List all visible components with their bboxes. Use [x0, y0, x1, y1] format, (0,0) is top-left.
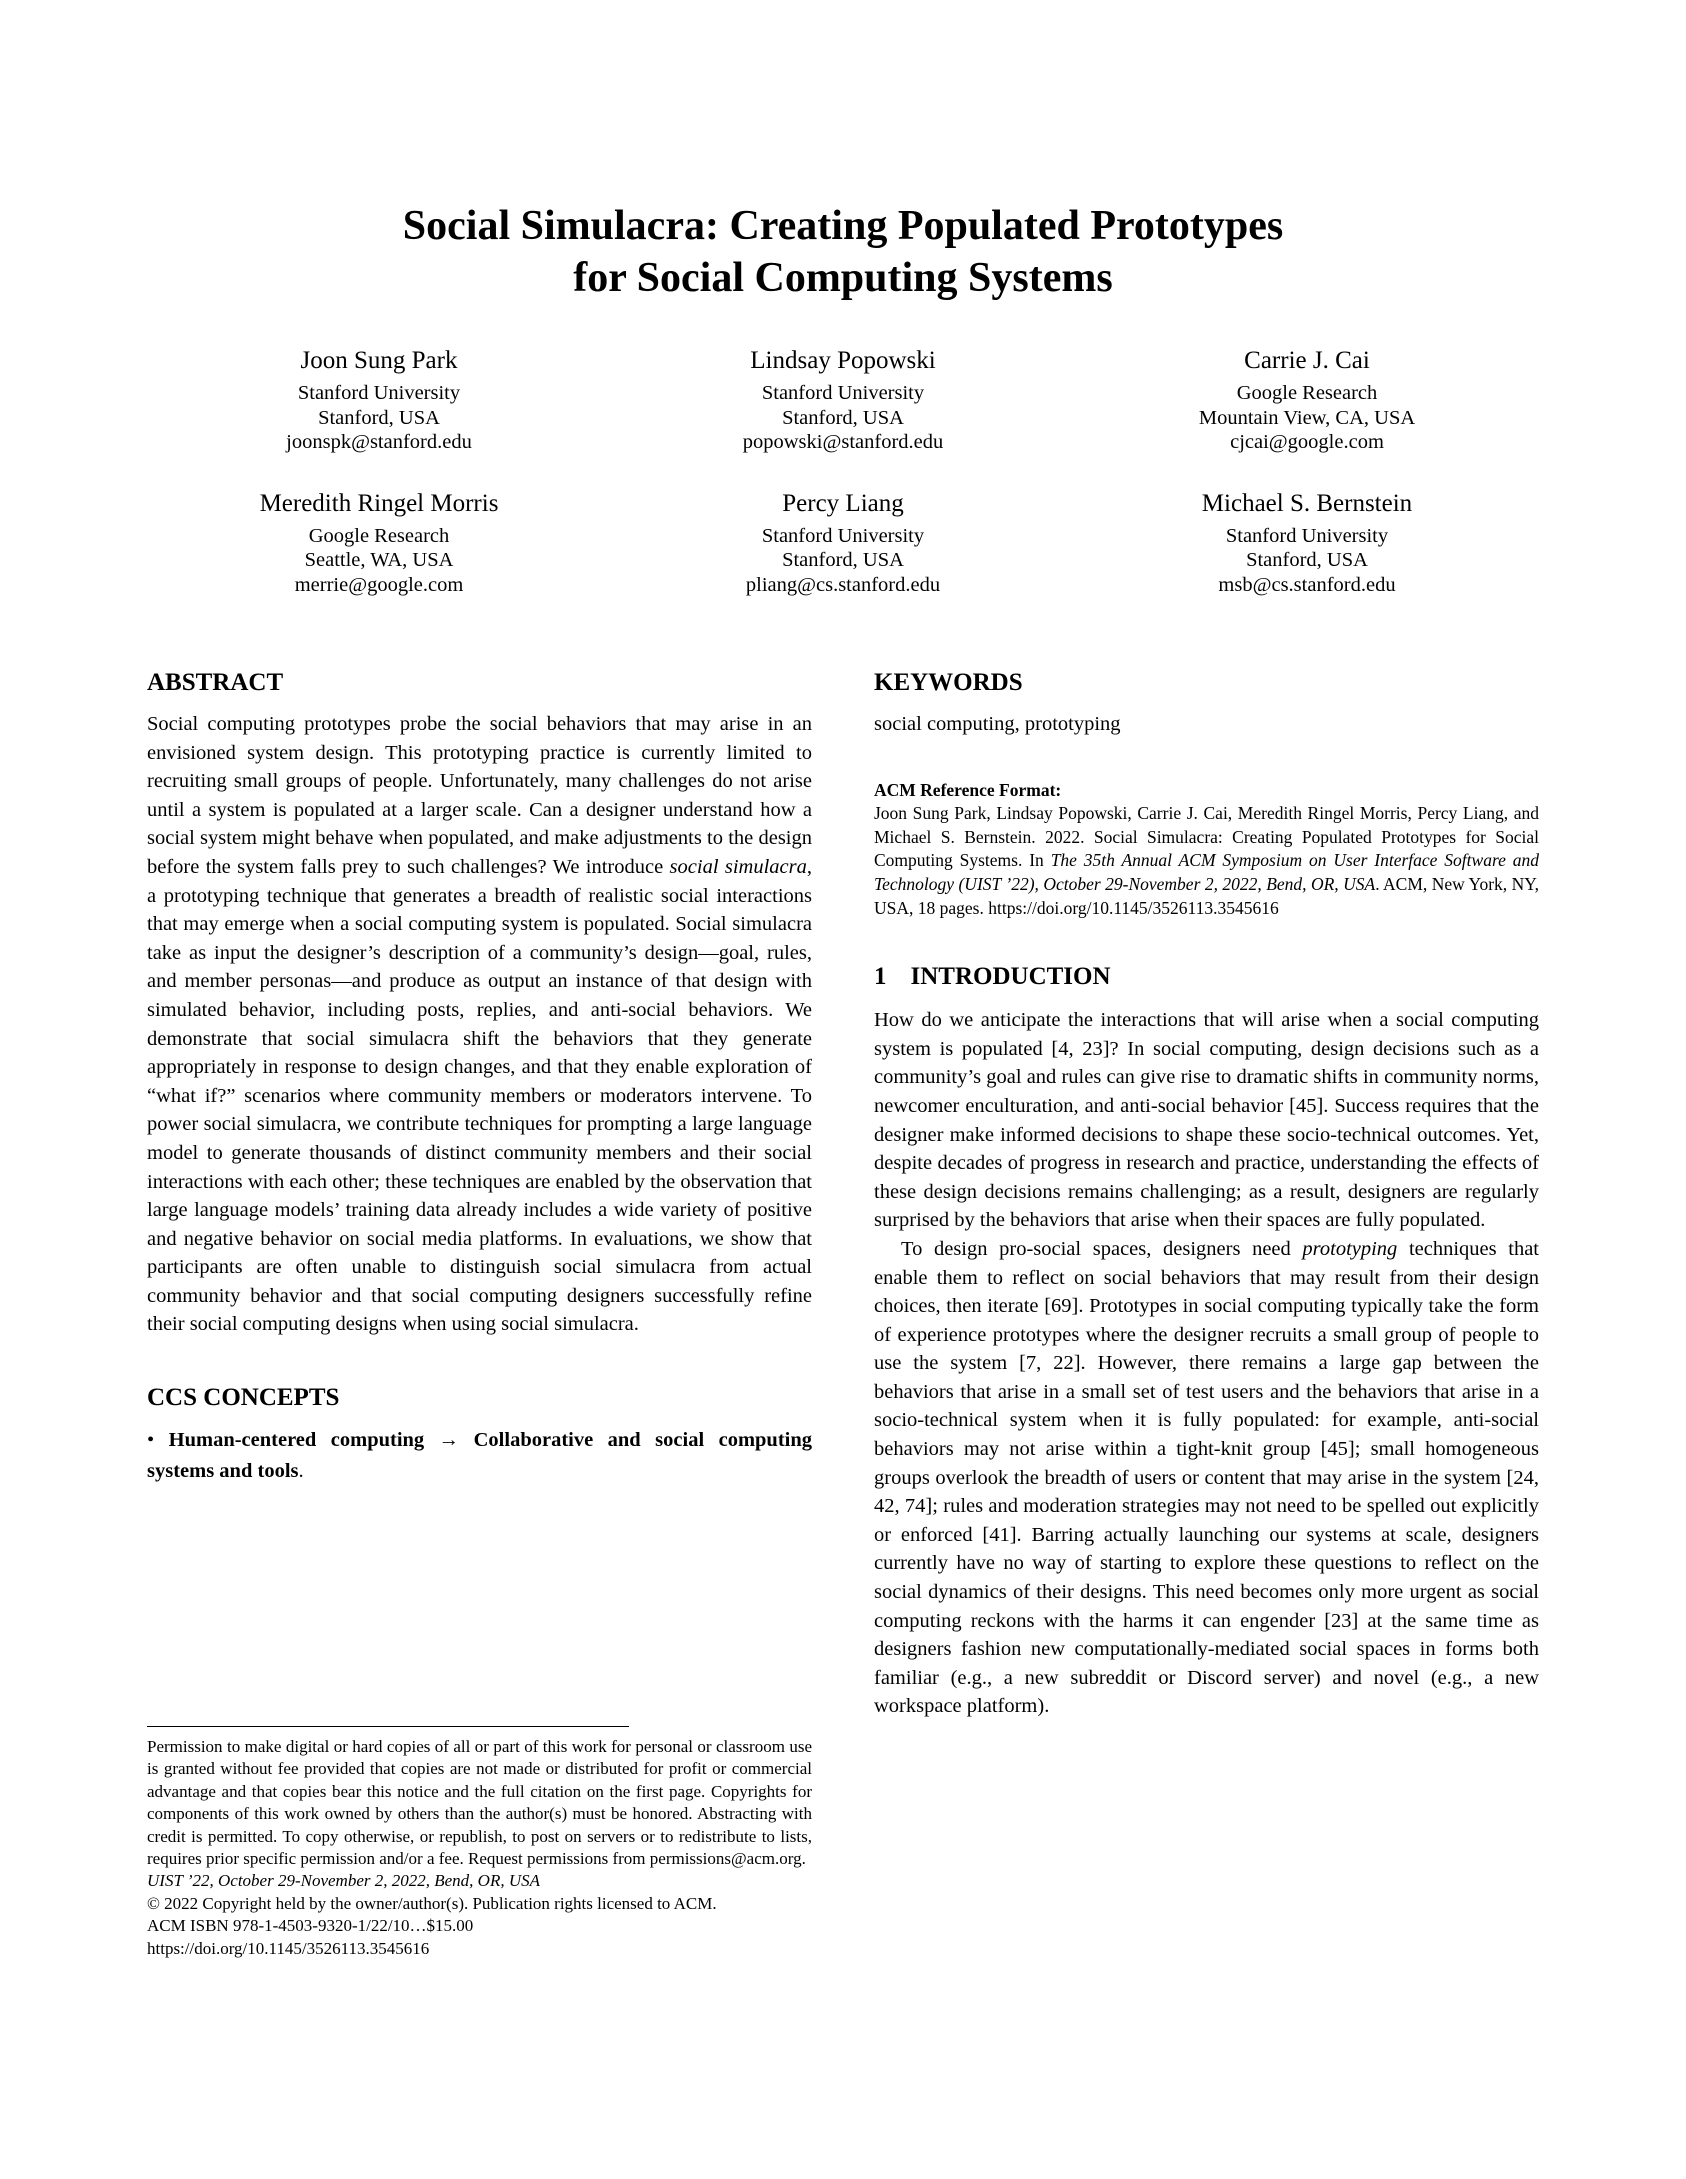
ccs-text: [147, 1425, 812, 1487]
section-number: 1: [874, 963, 887, 991]
intro-paragraph-1: How do we anticipate the interactions that will arise when a social computing system is populated [4, 23]? In social computing, design decisions such as a community’s goal and rules can give rise to dramatic shifts in community norms, newcomer enculturation, and anti-social behavior [45]. Success requires that the designer make informed decisions to shape these socio-technical outcomes. Yet, despite decades of progress in research and practice, understanding the effects of these design decisions remains challenging; as a result, designers are regularly surprised by the behaviors that arise when their spaces are fully populated.: [874, 1009, 1539, 1232]
author-affiliation: Stanford University: [761, 524, 925, 547]
intro-run-italic: prototyping: [1302, 1237, 1398, 1260]
abstract-run: Social computing prototypes probe the social behaviors that may arise in an envisioned system design. This prototyping practice is currently limited to recruiting small groups of people. Unfortunately, many challenges do not arise until a system is populated at a larger scale. Can a designer understand how a social system might behave when populated, and make adjustments to the design before the system falls prey to such challenges? We introduce: [147, 713, 812, 878]
author-location: Stanford, USA: [318, 406, 440, 429]
author-affiliation: Stanford University: [297, 382, 461, 404]
venue-text: UIST ’22, October 29-November 2, 2022, Bend, OR, USA: [147, 1871, 540, 1891]
intro-run: To design pro-social spaces, designers need: [901, 1237, 1303, 1260]
author-block: [147, 346, 611, 455]
ccs-concept-parent: Human-centered computing: [168, 1429, 425, 1452]
doi-link: https://doi.org/10.1145/3526113.3545616: [147, 1938, 430, 1958]
acm-ref-run-italic: The 35th Annual ACM Symposium on User Interface Software and Technology (UIST ’22), October 29-November 2, 2022, Bend, OR, USA: [874, 850, 1540, 894]
author-location: Stanford, USA: [782, 549, 904, 571]
author-location: Seattle, WA, USA: [304, 549, 454, 571]
author-location: Stanford, USA: [782, 406, 904, 429]
paper-title-line1: Social Simulacra: Creating Populated Prototypes: [402, 203, 1284, 249]
ccs-period: .: [298, 1460, 304, 1483]
acm-reference-heading: ACM Reference Format:: [874, 779, 1062, 800]
abstract-run-italic: social simulacra: [669, 855, 807, 878]
left-column: [147, 668, 812, 1960]
authors-grid: [147, 346, 1539, 597]
author-location: Stanford, USA: [1246, 549, 1368, 571]
abstract-text: [147, 710, 812, 1339]
author-block: [1075, 346, 1539, 455]
acm-reference-text: [874, 802, 1539, 920]
keywords-heading: KEYWORDS: [874, 669, 1023, 696]
acm-reference-section: [874, 779, 1539, 921]
author-name: Lindsay Popowski: [750, 347, 936, 374]
author-block: [147, 489, 611, 598]
acm-ref-run: Joon Sung Park, Lindsay Popowski, Carrie J. Cai, Meredith Ringel Morris, Percy Liang, and Michael S. Bernstein. 2022. Social Simulacra: Creating Populated Prototypes for Social Computing Systems. In: [874, 803, 1539, 871]
introduction-heading: [874, 962, 1539, 992]
author-affiliation: Stanford University: [1225, 524, 1389, 547]
ccs-heading: CCS CONCEPTS: [147, 1384, 340, 1412]
keywords-text: social computing, prototyping: [874, 713, 1121, 735]
author-email: pliang@cs.stanford.edu: [745, 573, 941, 596]
permission-text: Permission to make digital or hard copies of all or part of this work for personal or classroom use is granted without fee provided that copies are not made or distributed for profit or commercial advantage and that copies bear this notice and the full citation on the first page. Copyrights for components of this work owned by others than the author(s) must be honored. Abstracting with credit is permitted. To copy otherwise, or republish, to post on servers or to redistribute to lists, requires prior specific permission and/or a fee. Request permissions from permissions@acm.org.: [147, 1736, 812, 1868]
author-affiliation: Stanford University: [761, 382, 925, 404]
footnote-rule: [147, 1726, 629, 1727]
ccs-arrow-icon: →: [424, 1429, 474, 1452]
ccs-concept-child: Collaborative and social computing systems and tools: [147, 1429, 813, 1483]
ccs-concepts-section: [147, 1383, 812, 1487]
author-email: popowski@stanford.edu: [742, 431, 944, 453]
abstract-run: , a prototyping technique that generates a breadth of realistic social interactions that may emerge when a social computing system is populated. Social simulacra take as input the designer’s description of a community’s design—goal, rules, and member personas—and produce as output an instance of that design with simulated behavior, including posts, replies, and anti-social behaviors. We demonstrate that social simulacra shift the behaviors that they generate appropriately in response to design changes, and that they enable exploration of “what if?” scenarios where community members or moderators intervene. To power social simulacra, we contribute techniques for prompting a large language model to generate thousands of distinct community members and their social interactions with each other; these techniques are enabled by the observation that large language models’ training data already includes a wide variety of positive and negative behavior on social media platforms. In evaluations, we show that participants are often unable to distinguish social simulacra from actual community behavior and that social computing designers successfully refine their social computing designs when using social simulacra.: [147, 855, 812, 1336]
author-name: Carrie J. Cai: [1244, 347, 1370, 374]
author-affiliation: Google Research: [1236, 382, 1378, 404]
copyright-text: © 2022 Copyright held by the owner/author(s). Publication rights licensed to ACM.: [147, 1893, 717, 1913]
author-name: Michael S. Bernstein: [1201, 489, 1413, 517]
two-column-body: [147, 668, 1539, 1960]
section-title: INTRODUCTION: [910, 963, 1111, 991]
right-column: [874, 668, 1539, 1960]
author-block: [611, 346, 1075, 455]
copyright-footnote: [147, 1726, 812, 1960]
author-affiliation: Google Research: [308, 524, 450, 547]
author-name: Percy Liang: [782, 489, 904, 517]
author-email: joonspk@stanford.edu: [286, 431, 472, 453]
author-email: msb@cs.stanford.edu: [1218, 573, 1396, 596]
author-location: Mountain View, CA, USA: [1198, 406, 1416, 429]
ccs-bullet: •: [147, 1429, 169, 1452]
intro-paragraph-2: [874, 1235, 1539, 1721]
paper-title-line2: for Social Computing Systems: [573, 255, 1113, 301]
isbn-text: ACM ISBN 978-1-4503-9320-1/22/10…$15.00: [147, 1916, 474, 1936]
abstract-heading: ABSTRACT: [147, 669, 284, 696]
introduction-section: [874, 962, 1539, 1721]
author-name: Meredith Ringel Morris: [259, 489, 499, 517]
author-block: [1075, 489, 1539, 598]
author-email: cjcai@google.com: [1230, 431, 1384, 453]
author-name: Joon Sung Park: [300, 347, 458, 374]
paper-title: [0, 200, 1686, 304]
author-block: [611, 489, 1075, 598]
author-email: merrie@google.com: [294, 573, 464, 596]
acm-ref-run: . ACM, New York, NY, USA, 18 pages. https://doi.org/10.1145/3526113.3545616: [874, 873, 1539, 918]
intro-run: techniques that enable them to reflect on social behaviors that may result from their design choices, then iterate [69]. Prototypes in social computing typically take the form of experience prototypes where the designer recruits a small group of people to use the system [7, 22]. However, there remains a large gap between the behaviors that arise in a small set of test users and the behaviors that arise in a socio-technical system when it is fully populated: for example, anti-social behaviors may not arise within a tight-knit group [45]; small homogeneous groups overlook the breadth of users or content that may arise in the system [24, 42, 74]; rules and moderation strategies may not need to be spelled out explicitly or enforced [41]. Barring actually launching our systems at scale, designers currently have no way of starting to explore these questions to reflect on the social dynamics of their designs. This need becomes only more urgent as social computing reckons with the harms it can engender [23] at the same time as designers fashion new computationally-mediated social spaces in forms both familiar (e.g., a new subreddit or Discord server) and novel (e.g., a new workspace platform).: [874, 1237, 1539, 1718]
